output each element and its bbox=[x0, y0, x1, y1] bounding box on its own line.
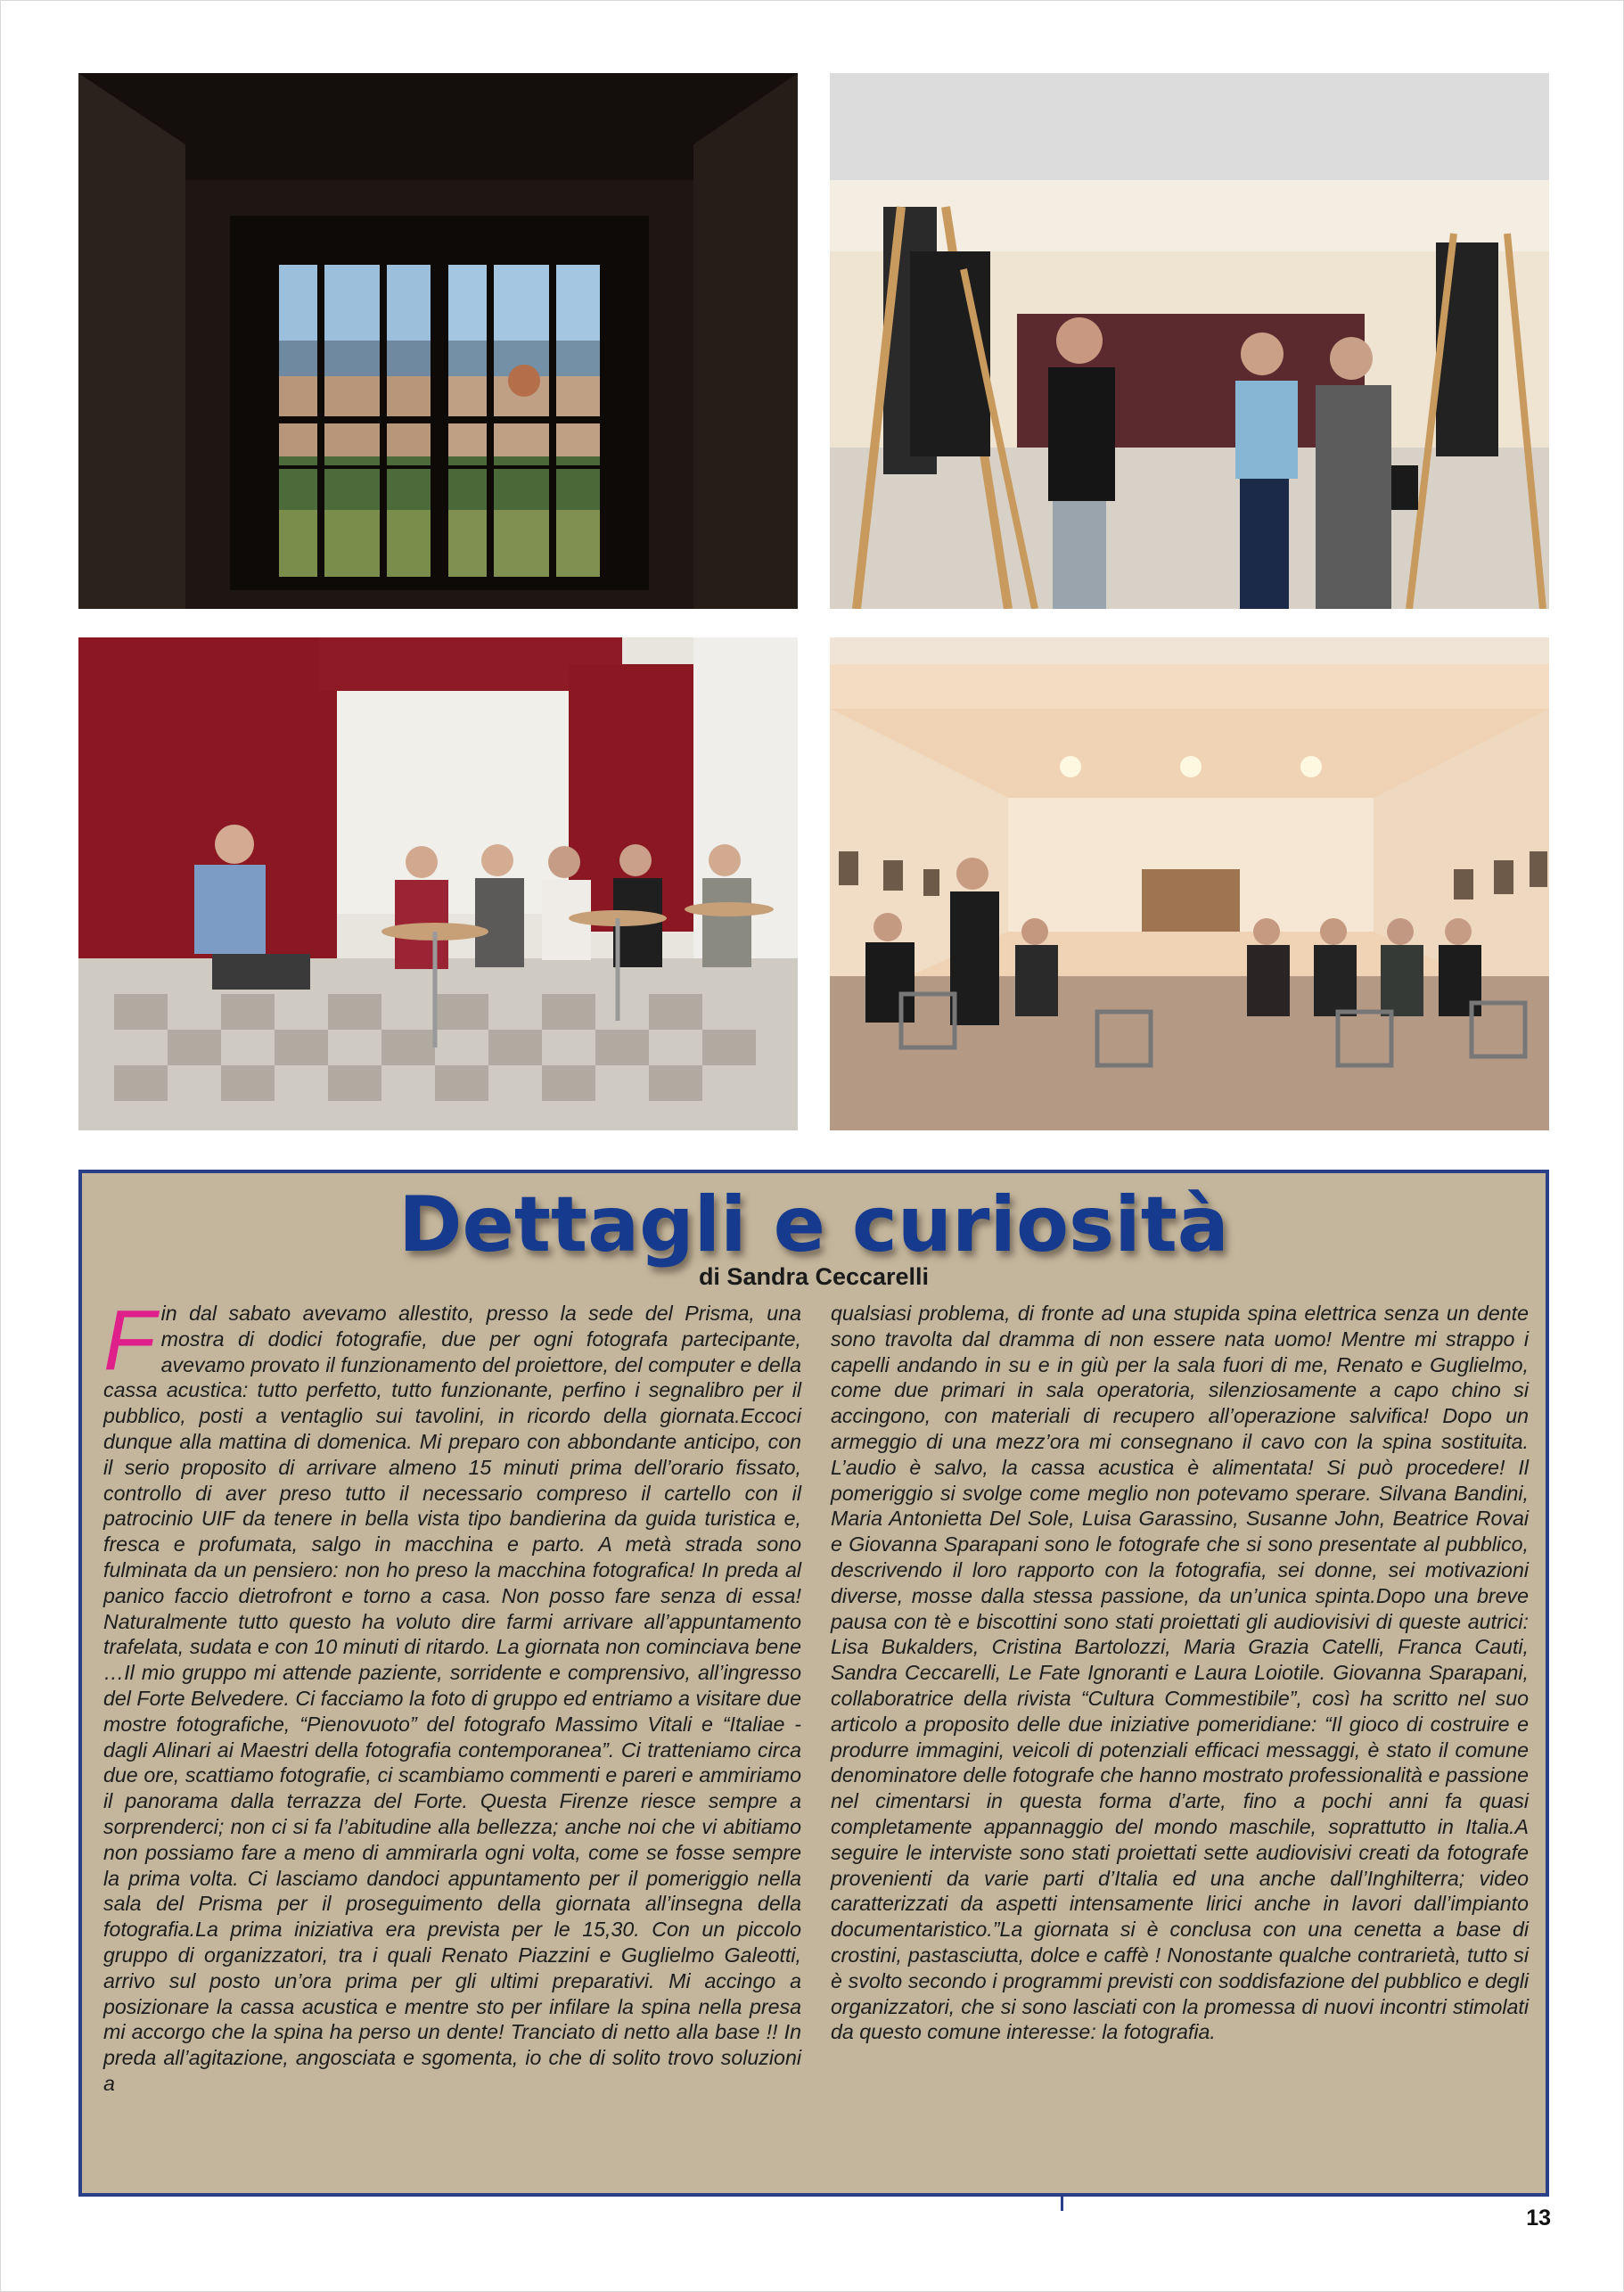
photo-window-view bbox=[78, 73, 798, 609]
photo-speaker-panel bbox=[78, 637, 798, 1130]
photo-audience-hall bbox=[830, 637, 1549, 1130]
article-byline: di Sandra Ceccarelli bbox=[698, 1263, 930, 1290]
article-panel bbox=[78, 1170, 1549, 2197]
right-column-text: qualsiasi problema, di fronte ad una stupida spina elettrica senza un dente sono travolta dal dramma di non essere nata uomo! Mentre mi strappo i capelli andando in su e in giù per la sala fuori di me, Renato e Guglielmo, come due primari in sala operatoria, silenziosamente a capo chino si accingono, con materiali di recupero all’operazione salvifica! Dopo un armeggio di una mezz’ora mi consegnano il cavo con la spina sostituita. L’audio è salvo, la cassa acustica è alimentata! Si può procedere! Il pomeriggio si svolge come meglio non potevamo sperare. Silvana Bandini, Maria Antonietta Del Sole, Luisa Garassino, Susanne John, Beatrice Rovai e Giovanna Sparapani sono le fotografe che si sono presentate al pubblico, descrivendo il loro rapporto con la fotografia, sei donne, sei motivazioni diverse, mosse dalla stessa passione, da un’unica spinta.Dopo una breve pausa con tè e biscottini sono stati proiettati gli audiovisivi di queste autrici: Lisa Bukalders, Cristina Bartolozzi, Maria Grazia Catelli, Franca Cauti, Sandra Ceccarelli, Le Fate Ignoranti e Laura Loiotile. Giovanna Sparapani, collaboratrice della rivista “Cultura Commestibile”, così ha scritto nel suo articolo a proposito delle due iniziative pomeridiane: “Il gioco di costruire e produrre immagini, veicoli di potenziali efficaci messaggi, è stato il comune denominatore delle fotografe che hanno mostrato professionalità e passione nel cimentarsi in questa forma d’arte, fino a pochi anni fa quasi completamente appannaggio del mondo maschile, soprattutto in Italia.A seguire le interviste sono stati proiettati sette audiovisivi creati da fotografe provenienti da varie parti d’Italia ed una anche dall’Inghilterra; video caratterizzati da aspetti intensamente lirici anche in lavori dall’impianto documentaristico.”La giornata si è conclusa con una cenetta a base di crostini, pastasciutta, dolce e caffè ! Nonostante qualche contrarietà, tutto si è svolto secondo i programmi previsti con soddisfazione del pubblico e degli organizzatori, che si sono lasciati con la promessa di nuovi incontri stimolati da questo comune interesse: la fotografia. bbox=[831, 1302, 1529, 2044]
divider-tick bbox=[1061, 2197, 1063, 2211]
photo-exhibition-visitors bbox=[830, 73, 1549, 609]
page-number: 13 bbox=[1526, 2206, 1551, 2230]
article-column-left bbox=[103, 1293, 801, 2097]
article-title: Dettagli e curiosità bbox=[398, 1180, 1229, 1269]
article-column-right bbox=[831, 1301, 1529, 2045]
left-column-text: in dal sabato avevamo allestito, presso la sede del Prisma, una mostra di dodici fotografie, due per ogni fotografa partecipante, avevamo provato il funzionamento del proiettore, del computer e della cassa acustica: tutto perfetto, tutto funzionante, perfino i segnalibro per il pubblico, posti a ventaglio sui tavolini, in ricordo della giornata.Eccoci dunque alla mattina di domenica. Mi preparo con abbondante anticipo, con il serio proposito di arrivare almeno 15 minuti prima dell’orario fissato, controllo di aver preso tutto il necessario compreso il cartello con il patrocinio UIF da tenere in bella vista tipo bandierina da guida turistica e, fresca e profumata, salgo in macchina e parto. A metà strada sono fulminata da un pensiero: non ho preso la macchina fotografica! In preda al panico faccio dietrofront e torno a casa. Non posso fare senza di essa! Naturalmente tutto questo ha voluto dire farmi arrivare all’appuntamento trafelata, sudata e con 10 minuti di ritardo. La giornata non cominciava bene …Il mio gruppo mi attende paziente, sorridente e comprensivo, all’ingresso del Forte Belvedere. Ci facciamo la foto di gruppo ed entriamo a visitare due mostre fotografiche, “Pienovuoto” del fotografo Massimo Vitali e “Italiae - dagli Alinari ai Maestri della fotografia contemporanea”. Ci tratteniamo circa due ore, scattiamo fotografie, ci scambiamo commenti e pareri e ammiriamo il panorama dalla terrazza del Forte. Questa Firenze riesce sempre a sorprenderci; non ci si fa l’abitudine alla bellezza; anche noi che vi abitiamo non possiamo fare a meno di ammirarla ogni volta, come se fosse sempre la prima volta. Ci lasciamo dandoci appuntamento per il pomeriggio nella sala del Prisma per il proseguimento della giornata all’insegna della fotografia.La prima iniziativa era prevista per le 15,30. Con un piccolo gruppo di organizzatori, tra i quali Renato Piazzini e Guglielmo Galeotti, arrivo sul posto un’ora prima per gli ultimi preparativi. Mi accingo a posizionare la cassa acustica e mentre sto per infilare la spina nella presa mi accorgo che la spina ha perso un dente! Tranciato di netto alla base !! In preda all’agitazione, angosciata e sgomenta, io che di solito trovo soluzioni a bbox=[103, 1302, 801, 2095]
drop-cap: F bbox=[103, 1293, 156, 1388]
